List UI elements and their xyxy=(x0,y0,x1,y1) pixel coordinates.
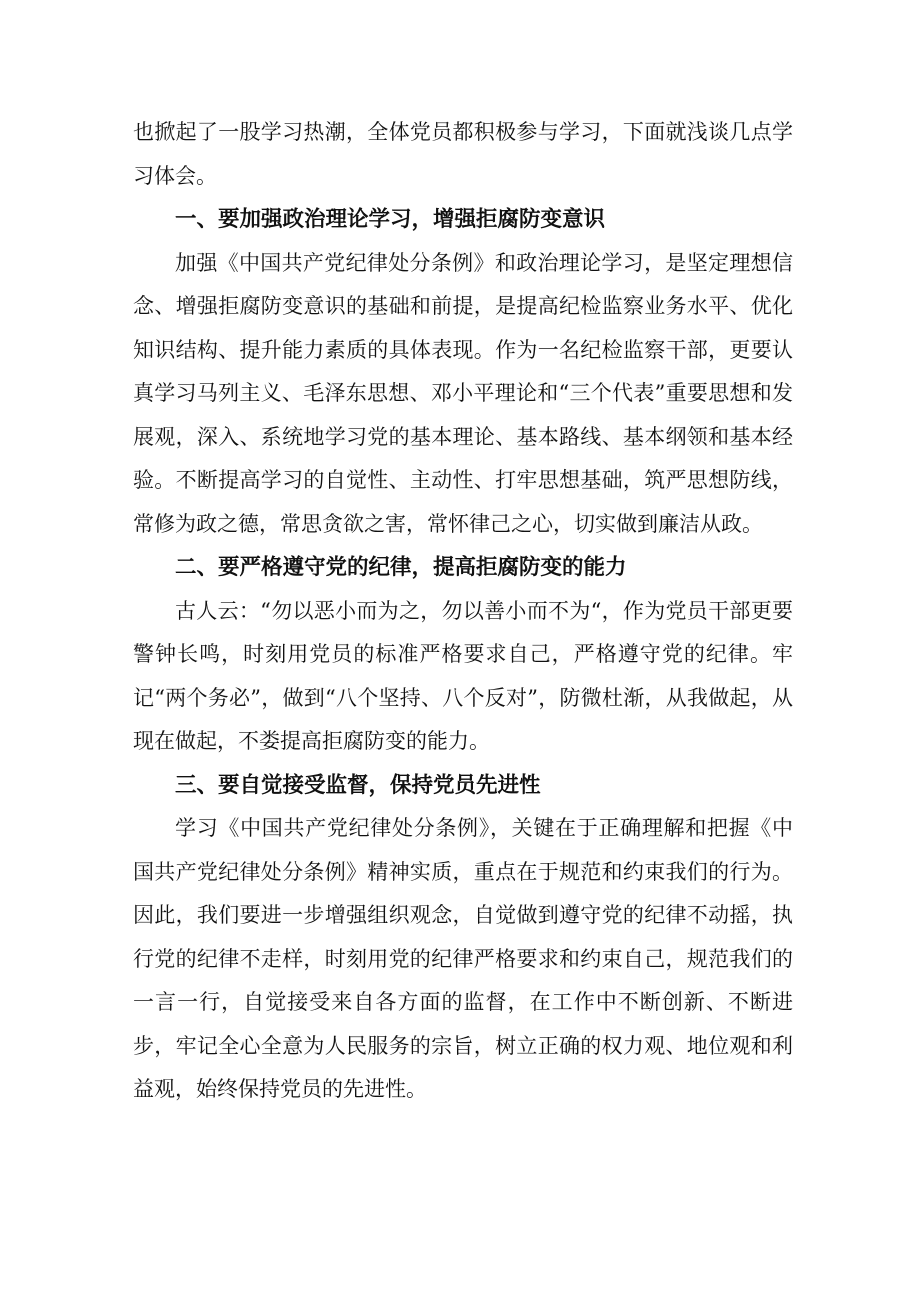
section-1-heading: 一、要加强政治理论学习，增强拒腐防变意识 xyxy=(175,207,606,232)
intro-paragraph: 也掀起了一股学习热潮，全体党员都积极参与学习，下面就浅谈几点学习体会。 xyxy=(133,120,793,188)
section-3-heading: 三、要自觉接受监督，保持党员先进性 xyxy=(175,772,541,798)
section-1-paragraph: 加强《中国共产党纪律处分条例》和政治理论学习，是坚定理想信念、增强拒腐防变意识的基础和前提，是提高纪检监察业务水平、优化知识结构、提升能力素质的具体表现。作为一名纪检监察干部，更要认真学习马列主义、毛泽东思想、邓小平理论和“三个代表”重要思想和发展观，深入、系统地学习党的基本理论、基本路线、基本纲领和基本经验。不断提高学习的自觉性、主动性、打牢思想基础，筑严思想防线，常修为政之德，常思贪欲之害，常怀律己之心，切实做到廉洁从政。 xyxy=(133,250,793,536)
section-2-paragraph: 古人云：“勿以恶小而为之，勿以善小而不为“，作为党员干部更要警钟长鸣，时刻用党员的标准严格要求自己，严格遵守党的纪律。牢记“两个务必”，做到“八个坚持、八个反对”，防微杜渐，从我做起，从现在做起，不娄提高拒腐防变的能力。 xyxy=(133,598,793,753)
section-3-paragraph: 学习《中国共产党纪律处分条例》，关键在于正确理解和把握《中国共产党纪律处分条例》精神实质，重点在于规范和约束我们的行为。因此，我们要进一步增强组织观念，自觉做到遵守党的纪律不动摇，执行党的纪律不走样，时刻用党的纪律严格要求和约束自己，规范我们的一言一行，自觉接受来自各方面的监督，在工作中不断创新、不断进步，牢记全心全意为人民服务的宗旨，树立正确的权力观、地位观和利益观，始终保持党员的先进性。 xyxy=(133,816,793,1101)
section-2-heading: 二、要严格遵守党的纪律，提高拒腐防变的能力 xyxy=(175,555,627,580)
document-body xyxy=(133,111,793,1112)
